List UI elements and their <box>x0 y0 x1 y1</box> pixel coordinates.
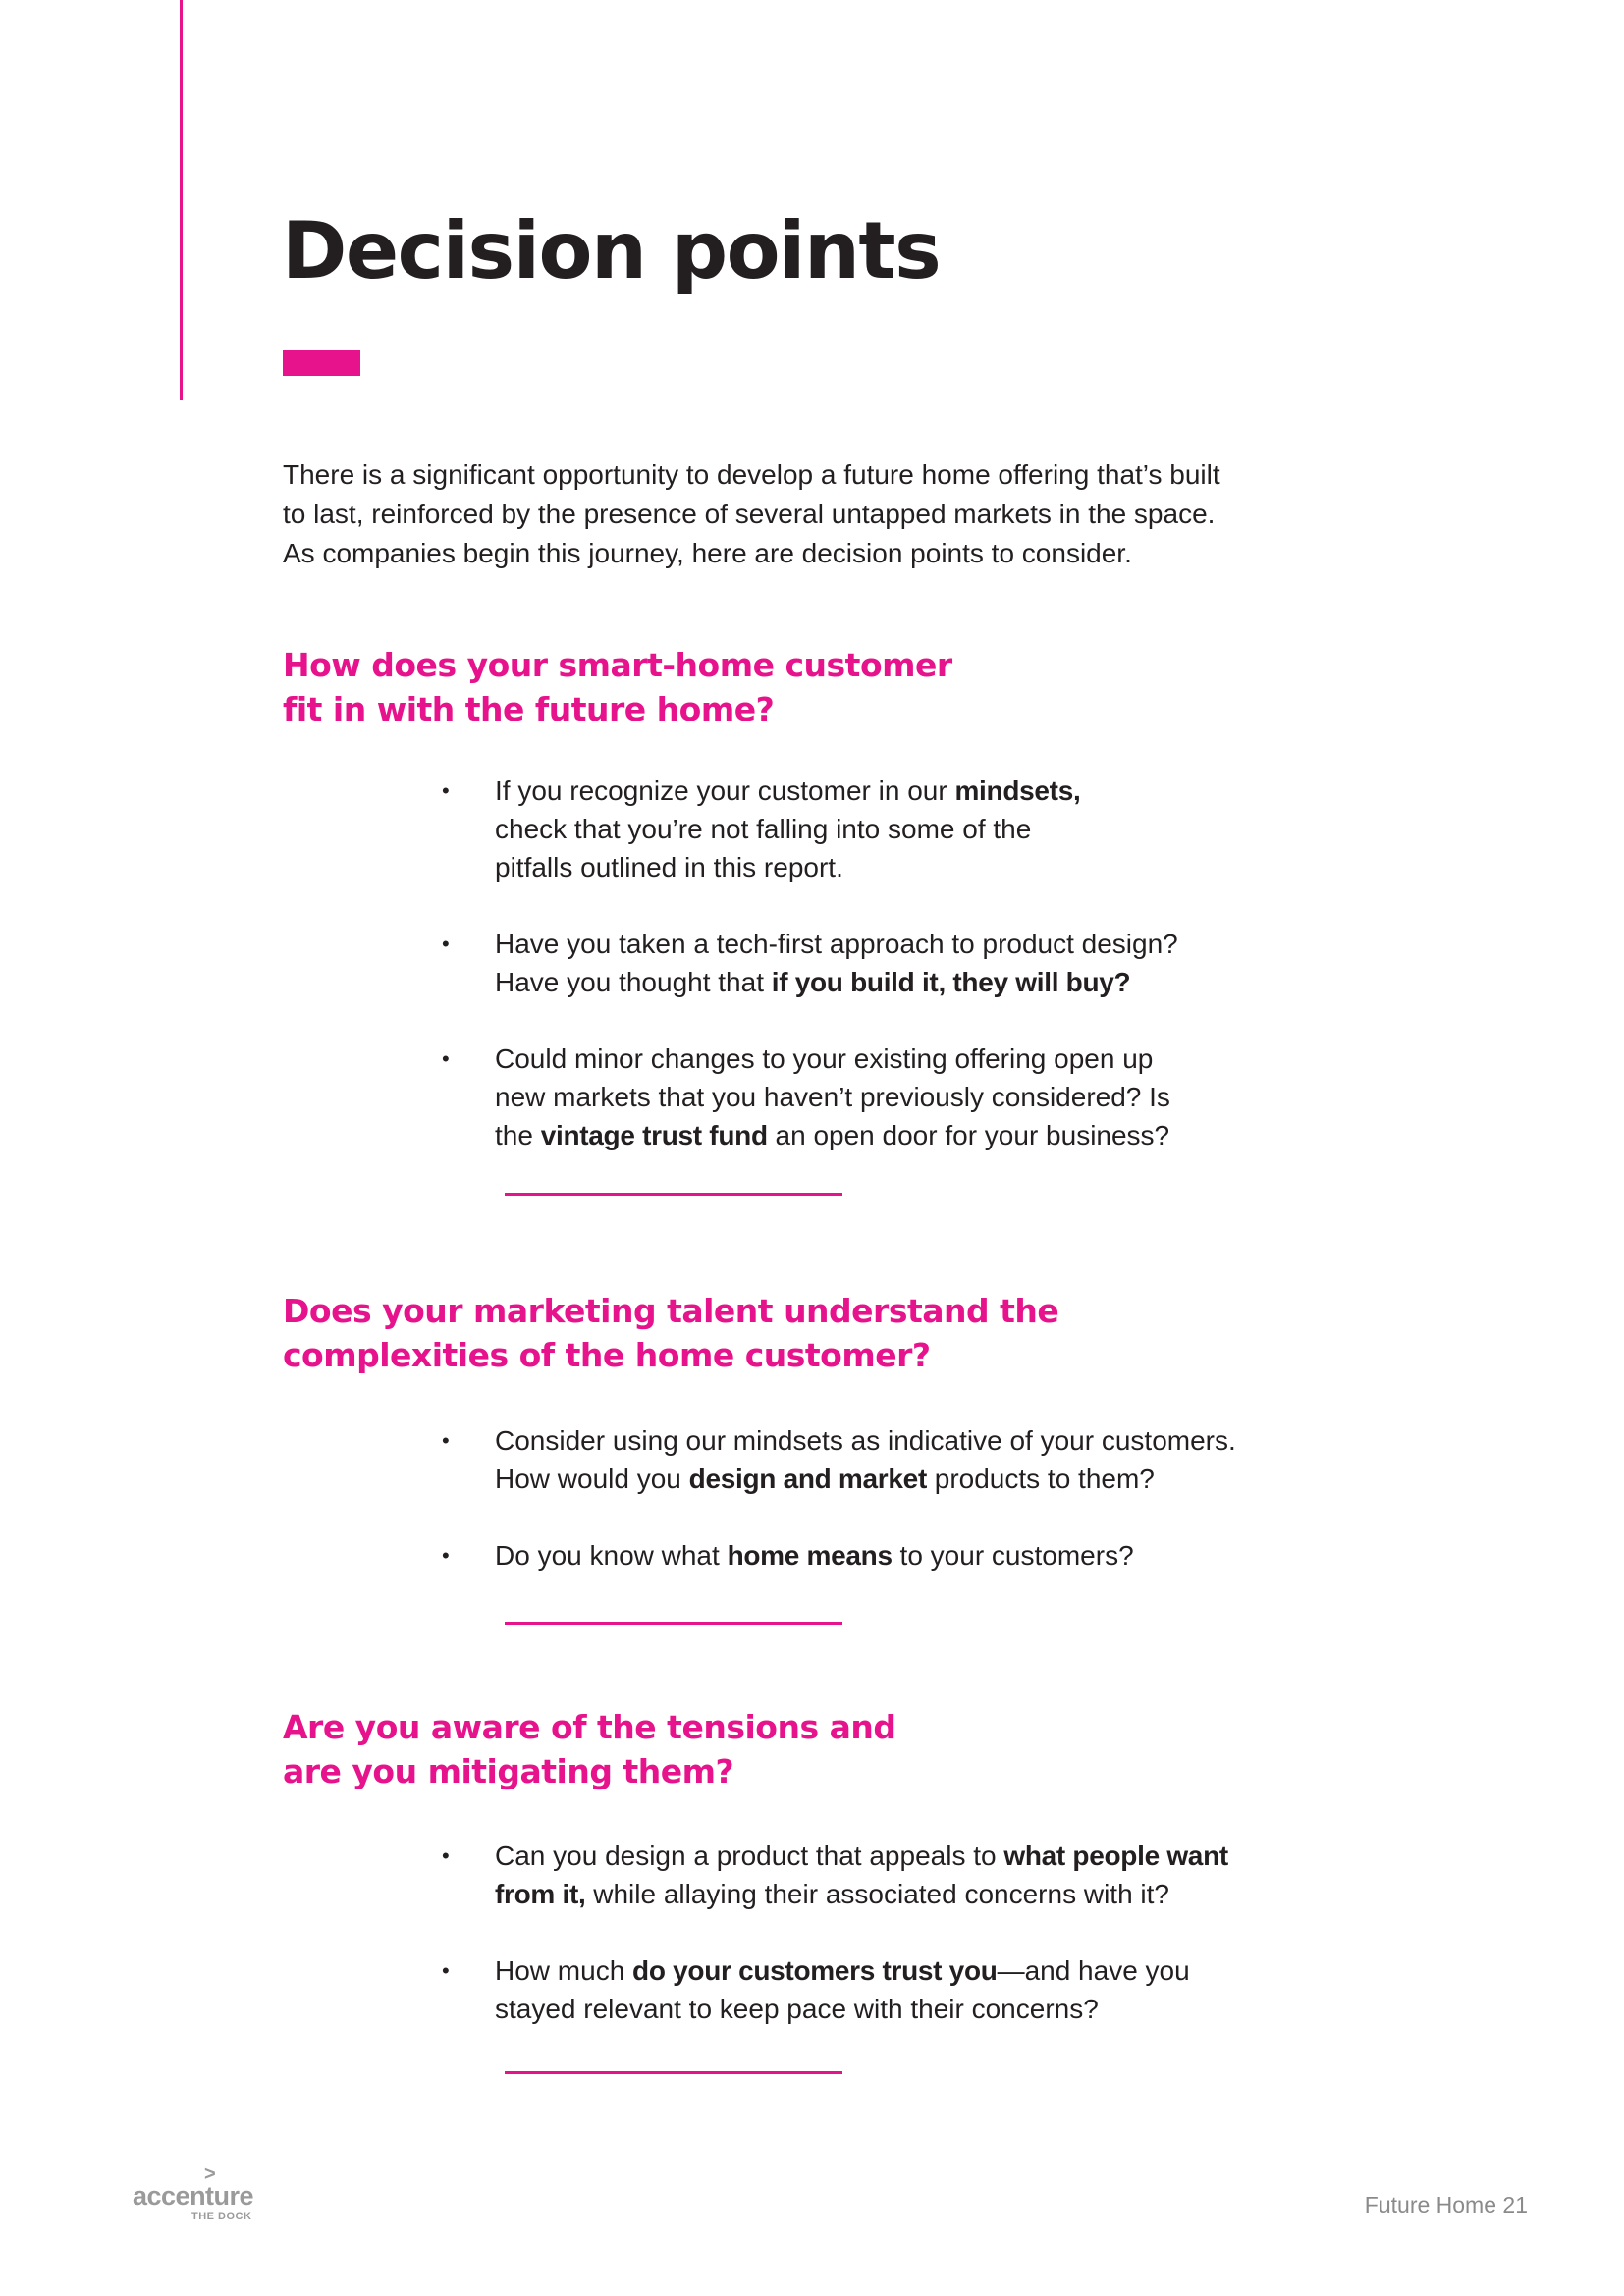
logo-wordmark: accenture <box>133 2181 254 2211</box>
bullet-item <box>442 1951 1359 2028</box>
heading-line: fit in with the future home? <box>283 690 775 728</box>
intro-paragraph <box>283 455 1343 573</box>
intro-line: As companies begin this journey, here are decision points to consider. <box>283 538 1132 568</box>
bullet-text: check that you’re not falling into some of the <box>495 814 1032 844</box>
heading-line: complexities of the home customer? <box>283 1336 931 1374</box>
bullet-emphasis: design and market <box>688 1464 927 1494</box>
bullet-text: products to them? <box>926 1464 1155 1494</box>
bullet-text: the <box>495 1120 541 1150</box>
bullet-text: Consider using our mindsets as indicative of your customers. <box>495 1425 1236 1456</box>
page-title: Decision points <box>282 205 941 296</box>
bullet-text: Can you design a product that appeals to <box>495 1841 1004 1871</box>
bullet-dot: • <box>442 778 450 803</box>
bullet-dot: • <box>442 1428 450 1453</box>
bullet-emphasis: do your customers trust you <box>632 1955 998 1986</box>
bullet-text: How would you <box>495 1464 689 1494</box>
bullet-item <box>442 772 1359 886</box>
section-heading <box>283 1289 1363 1377</box>
bullet-list <box>442 1837 1359 2066</box>
accenture-logo <box>133 2163 260 2222</box>
logo-subtitle: THE DOCK <box>191 2211 252 2222</box>
section-heading <box>283 643 1363 731</box>
bullet-text: pitfalls outlined in this report. <box>495 852 843 882</box>
bullet-item <box>442 1040 1359 1154</box>
bullet-text: If you recognize your customer in our <box>495 775 955 806</box>
heading-line: How does your smart-home customer <box>283 646 952 684</box>
bullet-text: How much <box>495 1955 633 1986</box>
bullet-emphasis: vintage trust fund <box>540 1120 768 1150</box>
bullet-text: an open door for your business? <box>767 1120 1170 1150</box>
logo-arrow: > <box>204 2163 216 2185</box>
bullet-list <box>442 772 1359 1193</box>
bullet-item <box>442 1837 1359 1913</box>
bullet-emphasis: from it, <box>495 1879 586 1909</box>
bullet-dot: • <box>442 932 450 956</box>
section-heading <box>283 1705 1363 1793</box>
bullet-text: to your customers? <box>892 1540 1134 1571</box>
section-smart-home-customer <box>283 643 1363 1150</box>
section-marketing-talent <box>283 1289 1363 1571</box>
bullet-text: stayed relevant to keep pace with their concerns? <box>495 1994 1099 2024</box>
section-divider <box>505 2071 842 2074</box>
bullet-list <box>442 1421 1359 1613</box>
intro-line: There is a significant opportunity to develop a future home offering that’s built <box>283 459 1220 490</box>
bullet-text: new markets that you haven’t previously considered? Is <box>495 1082 1170 1112</box>
bullet-dot: • <box>442 1543 450 1568</box>
bullet-emphasis: home means <box>727 1540 893 1571</box>
section-divider <box>505 1193 842 1196</box>
bullet-emphasis: if you build it, they will buy? <box>771 967 1131 997</box>
heading-line: Are you aware of the tensions and <box>283 1708 896 1746</box>
section-divider <box>505 1622 842 1625</box>
page-footer: Future Home 21 <box>1364 2192 1528 2217</box>
bullet-item <box>442 1421 1359 1498</box>
bullet-emphasis: what people want <box>1003 1841 1228 1871</box>
intro-line: to last, reinforced by the presence of several untapped markets in the space. <box>283 499 1216 529</box>
accent-vertical-line <box>180 0 183 400</box>
bullet-dot: • <box>442 1843 450 1868</box>
bullet-text: Could minor changes to your existing offering open up <box>495 1043 1154 1074</box>
bullet-text: while allaying their associated concerns with it? <box>585 1879 1170 1909</box>
bullet-text: Have you thought that <box>495 967 772 997</box>
heading-line: Does your marketing talent understand the <box>283 1292 1059 1330</box>
title-accent-bar <box>283 350 360 376</box>
bullet-item <box>442 1536 1359 1575</box>
section-tensions <box>283 1705 1363 2024</box>
heading-line: are you mitigating them? <box>283 1752 734 1790</box>
bullet-dot: • <box>442 1958 450 1983</box>
bullet-emphasis: mindsets, <box>954 775 1081 806</box>
bullet-item <box>442 925 1359 1001</box>
bullet-dot: • <box>442 1046 450 1071</box>
bullet-text: Do you know what <box>495 1540 728 1571</box>
bullet-text: Have you taken a tech-first approach to product design? <box>495 929 1178 959</box>
bullet-text: —and have you <box>997 1955 1190 1986</box>
